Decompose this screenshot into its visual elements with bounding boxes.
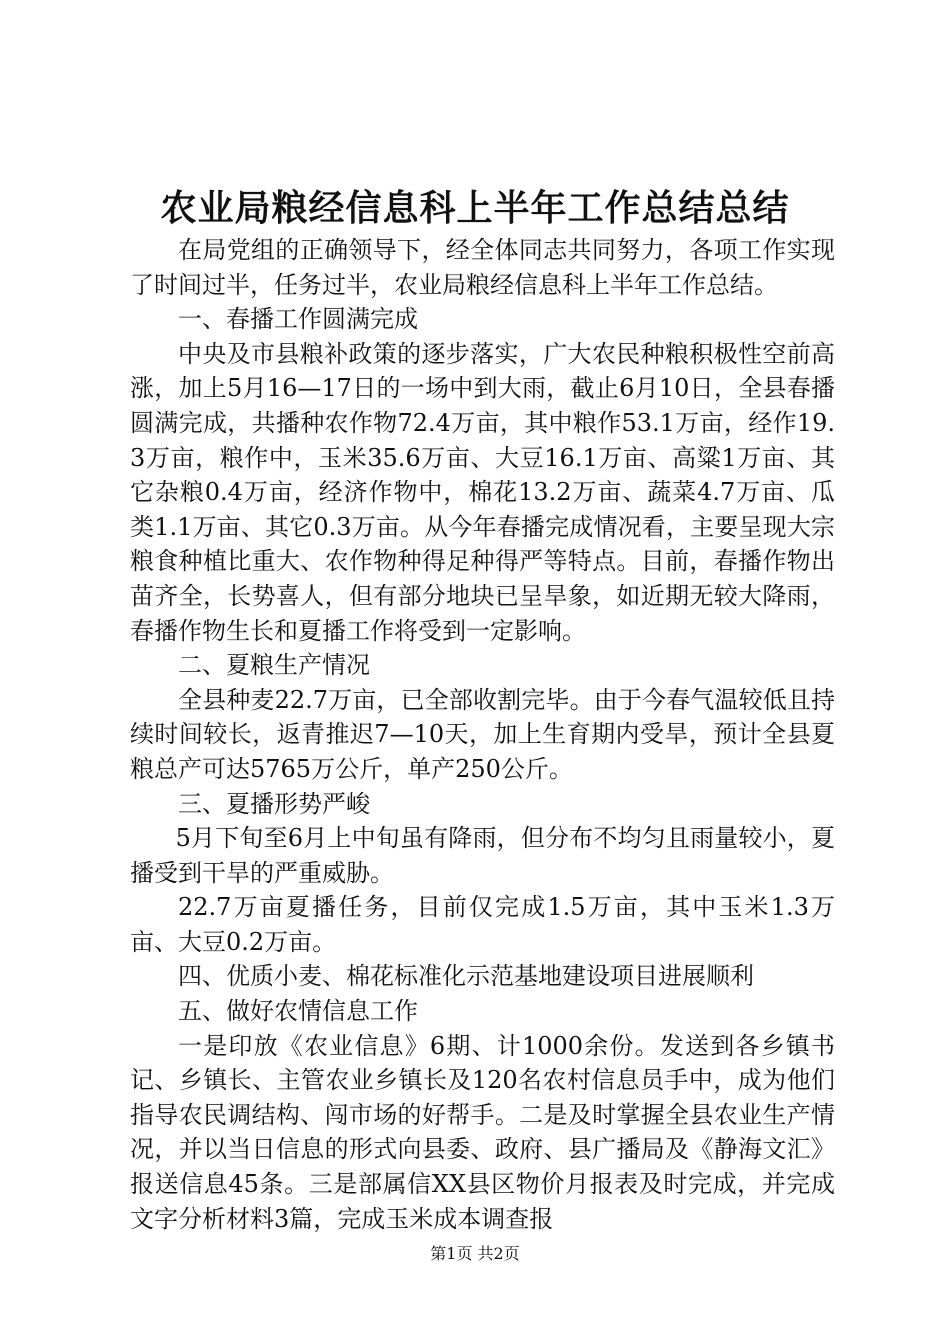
- section-heading-4: 四、优质小麦、棉花标准化示范基地建设项目进展顺利: [178, 962, 754, 991]
- body-paragraph-1: 中央及市县粮补政策的逐步落实，广大农民种粮积极性空前高涨，加上5月16—17日的一场中到大雨，截止6月10日，全县春播圆满完成，共播种农作物72.4万亩，其中粮作53.1万亩，经作19.3万亩，粮作中，玉米35.6万亩、大豆16.1万亩、高粱1万亩、其它杂粮0.4万亩，经济作物中，棉花13.2万亩、蔬菜4.7万亩、瓜类1.1万亩、其它0.3万亩。从今年春播完成情况看，主要呈现大宗粮食种植比重大、农作物种得足种得严等特点。目前，春播作物出苗齐全，长势喜人，但有部分地块已呈旱象，如近期无较大降雨，春播作物生长和夏播工作将受到一定影响。: [130, 339, 835, 645]
- intro-paragraph: 在局党组的正确领导下，经全体同志共同努力，各项工作实现了时间过半，任务过半，农业局粮经信息科上半年工作总结。: [130, 236, 835, 299]
- section-heading-5: 五、做好农情信息工作: [178, 997, 418, 1026]
- document-title: 农业局粮经信息科上半年工作总结总结: [160, 187, 790, 229]
- page-footer: 第1页 共2页: [430, 1244, 520, 1263]
- body-paragraph-5: 一是印放《农业信息》6期、计1000余份。发送到各乡镇书记、乡镇长、主管农业乡镇长及120名农村信息员手中，成为他们指导农民调结构、闯市场的好帮手。二是及时掌握全县农业生产情况，并以当日信息的形式向县委、政府、县广播局及《静海文汇》报送信息45条。三是部属信XX县区物价月报表及时完成，并完成文字分析材料3篇，完成玉米成本调查报: [130, 1031, 835, 1233]
- body-paragraph-3: 5月下旬至6月上中旬虽有降雨，但分布不均匀且雨量较小，夏播受到干旱的严重威胁。: [130, 824, 835, 887]
- body-paragraph-4: 22.7万亩夏播任务，目前仅完成1.5万亩，其中玉米1.3万亩、大豆0.2万亩。: [130, 893, 835, 956]
- section-heading-3: 三、夏播形势严峻: [178, 789, 370, 818]
- section-heading-1: 一、春播工作圆满完成: [178, 305, 418, 334]
- document-body: [130, 233, 835, 1236]
- section-heading-2: 二、夏粮生产情况: [178, 651, 370, 680]
- body-paragraph-2: 全县种麦22.7万亩，已全部收割完毕。由于今春气温较低且持续时间较长，返青推迟7—10天，加上生育期内受旱，预计全县夏粮总产可达5765万公斤，单产250公斤。: [130, 685, 835, 783]
